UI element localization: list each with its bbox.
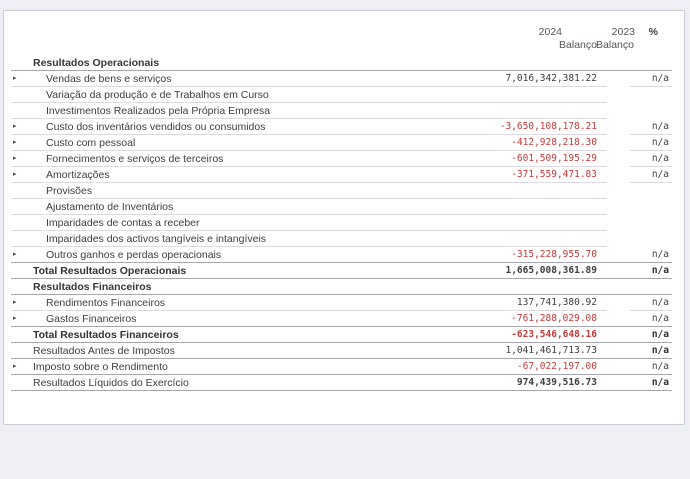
table-row[interactable] <box>11 295 672 311</box>
row-label: Variação da produção e de Trabalhos em Curso <box>46 88 269 101</box>
expand-arrow-icon[interactable]: ▸ <box>13 363 17 370</box>
row-label: Rendimentos Financeiros <box>46 296 166 309</box>
table-row <box>11 231 672 247</box>
table-row <box>11 375 672 391</box>
row-value-2023-empty <box>607 343 630 359</box>
table-row[interactable] <box>11 247 672 263</box>
expand-arrow-icon[interactable]: ▸ <box>13 139 17 146</box>
row-value-2023-empty <box>607 295 630 311</box>
row-percent: n/a <box>630 135 672 151</box>
row-value-2024: -623,546,648.16 <box>511 329 597 340</box>
row-main-cell <box>11 199 607 215</box>
row-label: Custo dos inventários vendidos ou consumidos <box>46 120 266 133</box>
expand-arrow-icon[interactable]: ▸ <box>13 123 17 130</box>
column-header-2023-year: 2023 <box>611 26 635 38</box>
table-body <box>11 55 672 391</box>
row-value-2023-empty <box>607 135 630 151</box>
row-value-2023-empty <box>607 215 630 231</box>
row-value-2024: -3,650,108,178.21 <box>499 121 597 132</box>
table-row[interactable] <box>11 151 672 167</box>
expand-arrow-icon[interactable]: ▸ <box>13 299 17 306</box>
table-row <box>11 183 672 199</box>
row-percent <box>630 55 672 71</box>
row-main-cell <box>11 375 607 391</box>
row-value-2024: -67,022,197.00 <box>516 361 597 372</box>
row-value-2023-empty <box>607 167 630 183</box>
row-value-2023-empty <box>607 103 630 119</box>
row-percent: n/a <box>630 295 672 311</box>
row-label: Custo com pessoal <box>46 136 136 149</box>
row-percent <box>630 215 672 231</box>
table-header <box>11 11 672 55</box>
row-label: Investimentos Realizados pela Própria Empresa <box>46 104 271 117</box>
row-percent: n/a <box>630 311 672 327</box>
row-label: Imposto sobre o Rendimento <box>33 360 168 373</box>
row-percent: n/a <box>630 263 672 279</box>
row-label: Imparidades de contas a receber <box>46 216 200 229</box>
table-row[interactable] <box>11 135 672 151</box>
row-value-2023-empty <box>607 55 630 71</box>
row-main-cell <box>11 71 607 87</box>
row-main-cell <box>11 263 607 279</box>
table-row <box>11 327 672 343</box>
row-main-cell <box>11 295 607 311</box>
table-row <box>11 343 672 359</box>
row-value-2023-empty <box>607 71 630 87</box>
row-label: Outros ganhos e perdas operacionais <box>46 248 222 261</box>
row-label: Fornecimentos e serviços de terceiros <box>46 152 224 165</box>
row-main-cell <box>11 167 607 183</box>
row-main-cell <box>11 327 607 343</box>
row-label: Resultados Financeiros <box>33 280 152 293</box>
table-row[interactable] <box>11 71 672 87</box>
row-value-2023-empty <box>607 263 630 279</box>
row-percent: n/a <box>630 327 672 343</box>
row-main-cell <box>11 215 607 231</box>
income-statement-table <box>11 11 672 391</box>
table-row <box>11 199 672 215</box>
row-value-2023-empty <box>607 279 630 295</box>
row-main-cell <box>11 343 607 359</box>
row-label: Amortizações <box>46 168 110 181</box>
expand-arrow-icon[interactable]: ▸ <box>13 251 17 258</box>
row-label: Gastos Financeiros <box>46 312 137 325</box>
row-value-2024: -371,559,471.83 <box>511 169 597 180</box>
row-percent: n/a <box>630 359 672 375</box>
row-value-2024: 1,041,461,713.73 <box>505 345 597 356</box>
row-label: Vendas de bens e serviços <box>46 72 172 85</box>
row-label: Total Resultados Operacionais <box>33 264 187 277</box>
column-header-2024-year: 2024 <box>538 26 562 38</box>
row-value-2024: -412,928,218.30 <box>511 137 597 148</box>
row-value-2023-empty <box>607 231 630 247</box>
row-value-2024: -601,509,195.29 <box>511 153 597 164</box>
row-percent: n/a <box>630 167 672 183</box>
table-row[interactable] <box>11 167 672 183</box>
row-label: Imparidades dos activos tangíveis e intangíveis <box>46 232 267 245</box>
row-percent <box>630 199 672 215</box>
column-header-percent: % <box>648 26 658 38</box>
row-main-cell <box>11 135 607 151</box>
column-header-2024-balance: Balanço <box>559 39 597 51</box>
row-value-2023-empty <box>607 119 630 135</box>
table-row <box>11 263 672 279</box>
row-value-2024: -315,228,955.70 <box>511 249 597 260</box>
expand-arrow-icon[interactable]: ▸ <box>13 75 17 82</box>
row-value-2023-empty <box>607 151 630 167</box>
column-header-2023-balance: Balanço <box>596 39 634 51</box>
row-value-2023-empty <box>607 247 630 263</box>
table-row[interactable] <box>11 359 672 375</box>
report-panel <box>3 10 685 425</box>
row-percent <box>630 103 672 119</box>
row-value-2024: 1,665,008,361.89 <box>505 265 597 276</box>
table-row <box>11 103 672 119</box>
row-value-2024: 7,016,342,381.22 <box>505 73 597 84</box>
table-row[interactable] <box>11 119 672 135</box>
row-percent: n/a <box>630 151 672 167</box>
row-main-cell <box>11 119 607 135</box>
row-percent: n/a <box>630 247 672 263</box>
row-value-2023-empty <box>607 87 630 103</box>
row-main-cell <box>11 231 607 247</box>
row-value-2024: 137,741,380.92 <box>516 297 597 308</box>
row-value-2023-empty <box>607 199 630 215</box>
row-label: Ajustamento de Inventários <box>46 200 174 213</box>
row-main-cell <box>11 311 607 327</box>
row-value-2023-empty <box>607 311 630 327</box>
row-percent: n/a <box>630 71 672 87</box>
row-main-cell <box>11 279 607 295</box>
row-label: Resultados Antes de Impostos <box>33 344 175 357</box>
row-value-2023-empty <box>607 183 630 199</box>
row-main-cell <box>11 103 607 119</box>
row-main-cell <box>11 359 607 375</box>
expand-arrow-icon[interactable]: ▸ <box>13 315 17 322</box>
row-label: Total Resultados Financeiros <box>33 328 179 341</box>
row-percent <box>630 87 672 103</box>
row-percent <box>630 279 672 295</box>
row-percent <box>630 183 672 199</box>
table-row <box>11 55 672 71</box>
table-row[interactable] <box>11 311 672 327</box>
row-value-2023-empty <box>607 327 630 343</box>
row-percent <box>630 231 672 247</box>
expand-arrow-icon[interactable]: ▸ <box>13 155 17 162</box>
row-main-cell <box>11 55 607 71</box>
row-main-cell <box>11 183 607 199</box>
table-row <box>11 215 672 231</box>
row-percent: n/a <box>630 343 672 359</box>
row-label: Provisões <box>46 184 93 197</box>
expand-arrow-icon[interactable]: ▸ <box>13 171 17 178</box>
row-main-cell <box>11 151 607 167</box>
table-row <box>11 279 672 295</box>
row-value-2023-empty <box>607 359 630 375</box>
row-percent: n/a <box>630 119 672 135</box>
row-main-cell <box>11 87 607 103</box>
row-label: Resultados Operacionais <box>33 56 160 69</box>
row-main-cell <box>11 247 607 263</box>
row-value-2024: -761,288,029.08 <box>511 313 597 324</box>
row-percent: n/a <box>630 375 672 391</box>
table-row <box>11 87 672 103</box>
row-label: Resultados Líquidos do Exercício <box>33 376 189 389</box>
row-value-2024: 974,439,516.73 <box>516 377 597 388</box>
row-value-2023-empty <box>607 375 630 391</box>
